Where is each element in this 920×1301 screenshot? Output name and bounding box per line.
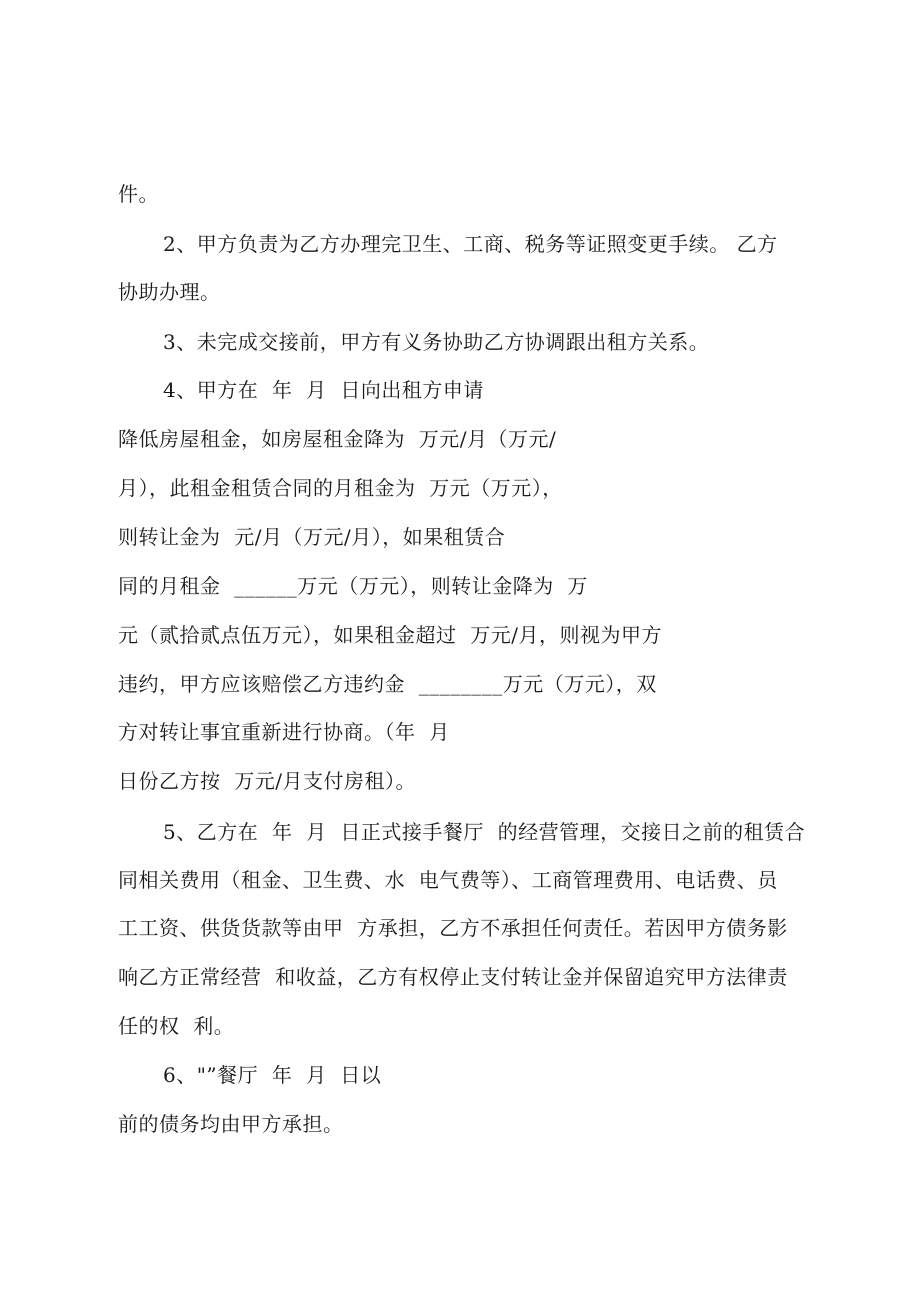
text-line: 元（贰拾贰点伍万元），如果租金超过 万元/月，则视为甲方 xyxy=(118,623,662,647)
text-line: 响乙方正常经营 和收益，乙方有权停止支付转让金并保留追究甲方法律责 xyxy=(118,965,788,989)
text-line: 件。 xyxy=(118,182,159,206)
clause-2-line: 2、甲方负责为乙方办理完卫生、工商、税务等证照变更手续。 乙方 xyxy=(163,232,778,256)
clause-3-line: 3、未完成交接前，甲方有义务协助乙方协调跟出租方关系。 xyxy=(163,330,710,354)
text-line: 同相关费用（租金、卫生费、水 电气费等）、工商管理费用、电话费、员 xyxy=(118,868,778,892)
text-line: 方对转让事宜重新进行协商。（年 月 xyxy=(118,720,450,744)
clause-4-line: 4、甲方在 年 月 日向出租方申请 xyxy=(163,378,484,402)
text-line: 任的权 利。 xyxy=(118,1014,235,1038)
text-line: 日份乙方按 万元/月支付房租）。 xyxy=(118,769,416,793)
text-line: 协助办理。 xyxy=(118,280,221,304)
text-line: 降低房屋租金，如房屋租金降为 万元/月（万元/ xyxy=(118,427,557,451)
clause-5-line: 5、乙方在 年 月 日正式接手餐厅 的经营管理，交接日之前的租赁合 xyxy=(163,820,806,844)
text-line: 违约，甲方应该赔偿乙方违约金 ________万元（万元），双 xyxy=(118,672,657,696)
text-line: 同的月租金 ______万元（万元），则转让金降为 万 xyxy=(118,574,588,598)
text-line: 月），此租金租赁合同的月租金为 万元（万元）， xyxy=(118,476,563,500)
text-line: 前的债务均由甲方承担。 xyxy=(118,1112,344,1136)
text-line: 则转让金为 元/月（万元/月），如果租赁合 xyxy=(118,525,506,549)
text-line: 工工资、供货货款等由甲 方承担，乙方不承担任何责任。若因甲方债务影 xyxy=(118,916,788,940)
clause-6-line: 6、"”餐厅 年 月 日以 xyxy=(163,1063,382,1087)
